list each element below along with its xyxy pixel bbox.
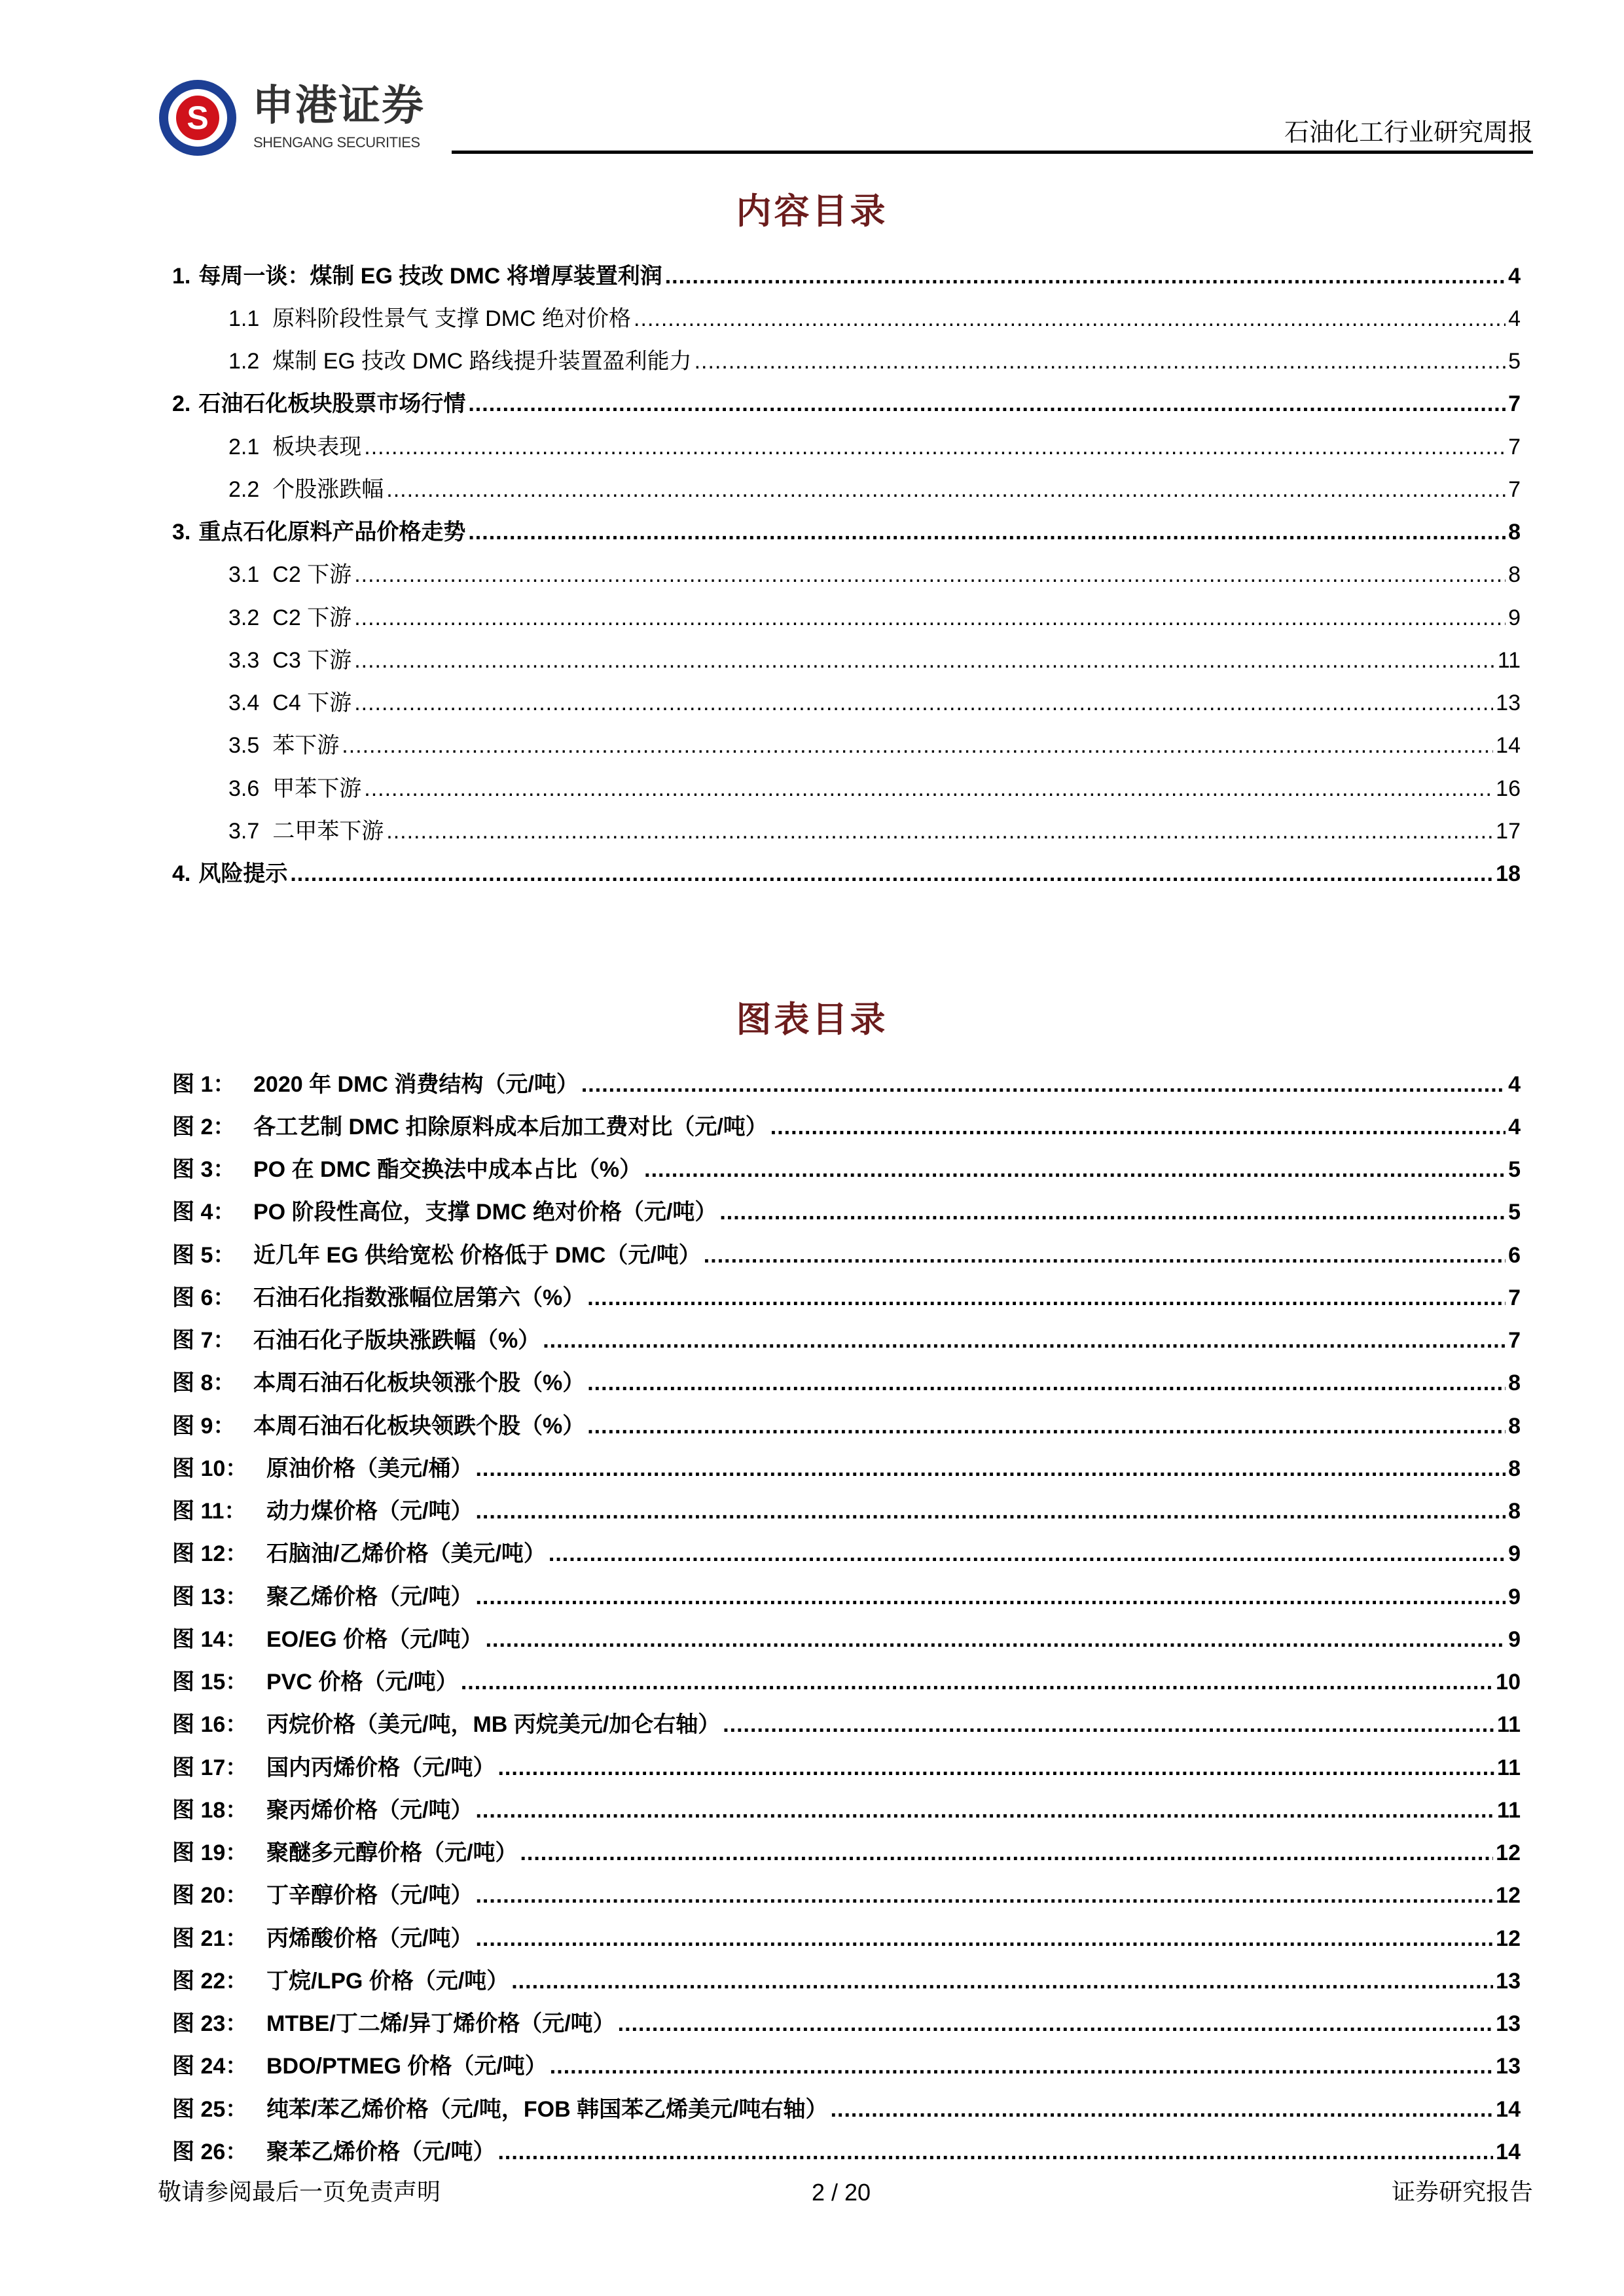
figure-entry-page: 8 bbox=[1508, 1456, 1521, 1481]
figure-entry-title: 纯苯/苯乙烯价格（元/吨，FOB 韩国苯乙烯美元/吨右轴） bbox=[266, 2096, 828, 2122]
dot-leader bbox=[543, 1326, 1506, 1355]
dot-leader bbox=[354, 560, 1506, 589]
figure-entry[interactable] bbox=[172, 1362, 1521, 1405]
dot-leader bbox=[354, 646, 1495, 675]
toc-entry[interactable] bbox=[172, 682, 1521, 725]
figure-entry-page: 5 bbox=[1508, 1157, 1521, 1183]
toc-entry-title: 重点石化原料产品价格走势 bbox=[198, 520, 466, 545]
figure-entry-title: 聚乙烯价格（元/吨） bbox=[266, 1584, 473, 1609]
toc-entry[interactable] bbox=[172, 255, 1521, 297]
dot-leader bbox=[549, 1539, 1506, 1568]
dot-leader bbox=[364, 433, 1506, 461]
figure-entry-number: 图 4： bbox=[172, 1200, 236, 1225]
footer-doc-type: 证券研究报告 bbox=[1391, 2179, 1533, 2206]
toc-list bbox=[172, 255, 1521, 895]
figure-entry-title: 丙烯酸价格（元/吨） bbox=[266, 1926, 473, 1951]
figure-entry-page: 8 bbox=[1508, 1499, 1521, 1524]
figure-entry[interactable] bbox=[172, 1319, 1521, 1362]
toc-entry-title: 每周一谈：煤制 EG 技改 DMC 将增厚装置利润 bbox=[198, 263, 662, 289]
toc-entry-title: 个股涨跌幅 bbox=[272, 476, 384, 502]
figure-entry[interactable] bbox=[172, 1874, 1521, 1917]
figure-entry-page: 7 bbox=[1508, 1328, 1521, 1354]
toc-entry-title: 二甲苯下游 bbox=[272, 818, 384, 844]
figure-entry[interactable] bbox=[172, 1533, 1521, 1575]
company-logo-icon: S bbox=[159, 80, 236, 156]
figure-entry-title: 石油石化指数涨幅位居第六（%） bbox=[253, 1285, 585, 1310]
dot-leader bbox=[770, 1113, 1506, 1141]
figure-entry-number: 图 5： bbox=[172, 1242, 236, 1268]
toc-entry[interactable] bbox=[172, 297, 1521, 340]
toc-entry-number: 2.1 bbox=[228, 434, 260, 459]
figure-entry-page: 11 bbox=[1497, 1712, 1521, 1738]
figure-entry-page: 4 bbox=[1508, 1114, 1521, 1139]
figure-entry-number: 图 14： bbox=[172, 1626, 248, 1652]
toc-entry[interactable] bbox=[172, 425, 1521, 468]
toc-entry-page: 11 bbox=[1497, 647, 1521, 673]
figure-entry[interactable] bbox=[172, 1832, 1521, 1874]
toc-entry-title: 板块表现 bbox=[272, 434, 362, 459]
toc-entry[interactable] bbox=[172, 853, 1521, 895]
figure-entry-number: 图 1： bbox=[172, 1071, 236, 1097]
figure-entry-page: 13 bbox=[1496, 1968, 1521, 1994]
figure-entry-page: 11 bbox=[1497, 1797, 1521, 1823]
toc-entry-page: 9 bbox=[1508, 605, 1521, 630]
page-number: 2 / 20 bbox=[812, 2179, 871, 2206]
dot-leader bbox=[581, 1070, 1506, 1099]
figure-entry[interactable] bbox=[172, 1105, 1521, 1148]
dot-leader bbox=[354, 689, 1493, 717]
dot-leader bbox=[497, 2138, 1493, 2166]
figure-entry-title: BDO/PTMEG 价格（元/吨） bbox=[266, 2054, 547, 2079]
figure-entry-number: 图 18： bbox=[172, 1797, 248, 1823]
header-divider bbox=[452, 151, 1533, 154]
toc-entry-page: 8 bbox=[1508, 562, 1521, 588]
figure-entry-page: 7 bbox=[1508, 1285, 1521, 1310]
toc-entry-title: 石油石化板块股票市场行情 bbox=[198, 391, 466, 417]
toc-entry[interactable] bbox=[172, 554, 1521, 596]
figure-entry-number: 图 10： bbox=[172, 1456, 248, 1481]
figure-entry[interactable] bbox=[172, 1234, 1521, 1276]
figure-entry-title: PO 阶段性高位，支撑 DMC 绝对价格（元/吨） bbox=[253, 1200, 717, 1225]
figure-entry[interactable] bbox=[172, 2130, 1521, 2173]
dot-leader bbox=[831, 2095, 1494, 2124]
toc-entry-page: 14 bbox=[1496, 733, 1521, 759]
dot-leader bbox=[618, 2009, 1494, 2038]
dot-leader bbox=[723, 1710, 1494, 1739]
toc-entry[interactable] bbox=[172, 596, 1521, 639]
toc-entry-number: 3.1 bbox=[228, 562, 260, 588]
dot-leader bbox=[520, 1839, 1493, 1867]
figure-entry-title: 国内丙烯价格（元/吨） bbox=[266, 1755, 496, 1780]
toc-entry-number: 3.4 bbox=[228, 691, 260, 716]
figure-entry[interactable] bbox=[172, 1618, 1521, 1660]
logo-en-text: SHENGANG SECURITIES bbox=[253, 134, 420, 151]
figure-entry-number: 图 23： bbox=[172, 2011, 248, 2037]
figure-entry-title: PO 在 DMC 酯交换法中成本占比（%） bbox=[253, 1157, 642, 1183]
figure-entry-title: PVC 价格（元/吨） bbox=[266, 1670, 458, 1695]
toc-entry[interactable] bbox=[172, 725, 1521, 767]
toc-entry-page: 4 bbox=[1508, 263, 1521, 289]
toc-entry[interactable] bbox=[172, 340, 1521, 383]
toc-entry-number: 2. bbox=[172, 391, 191, 417]
figure-entry[interactable] bbox=[172, 1960, 1521, 2002]
figure-entry-page: 13 bbox=[1496, 2011, 1521, 2037]
figure-entry-page: 14 bbox=[1496, 2139, 1521, 2164]
figure-entry-page: 12 bbox=[1496, 1883, 1521, 1909]
toc-entry-page: 8 bbox=[1508, 520, 1521, 545]
dot-leader bbox=[386, 475, 1506, 504]
figure-entry-title: 聚丙烯价格（元/吨） bbox=[266, 1797, 473, 1823]
figure-entry-page: 13 bbox=[1496, 2054, 1521, 2079]
figure-entry-number: 图 19： bbox=[172, 1840, 248, 1866]
figure-entry[interactable] bbox=[172, 1746, 1521, 1789]
dot-leader bbox=[342, 731, 1493, 760]
figure-entry[interactable] bbox=[172, 1063, 1521, 1105]
figure-entry-number: 图 13： bbox=[172, 1584, 248, 1609]
figure-entry-number: 图 24： bbox=[172, 2054, 248, 2079]
dot-leader bbox=[468, 518, 1506, 547]
toc-entry-page: 7 bbox=[1508, 434, 1521, 459]
toc-entry-page: 17 bbox=[1496, 818, 1521, 844]
dot-leader bbox=[475, 1583, 1506, 1611]
figure-entry-number: 图 8： bbox=[172, 1371, 236, 1396]
figure-entry-title: 丁辛醇价格（元/吨） bbox=[266, 1883, 473, 1909]
figure-entry[interactable] bbox=[172, 2088, 1521, 2130]
toc-entry-title: C2 下游 bbox=[272, 562, 352, 588]
figure-entry-number: 图 2： bbox=[172, 1114, 236, 1139]
figure-entry-page: 8 bbox=[1508, 1413, 1521, 1439]
figure-entry-number: 图 16： bbox=[172, 1712, 248, 1738]
toc-entry-title: 风险提示 bbox=[198, 861, 288, 887]
toc-entry-title: 煤制 EG 技改 DMC 路线提升装置盈利能力 bbox=[272, 349, 692, 374]
figure-entry[interactable] bbox=[172, 1917, 1521, 1960]
figure-entry-title: 本周石油石化板块领涨个股（%） bbox=[253, 1371, 585, 1396]
dot-leader bbox=[719, 1198, 1506, 1227]
toc-entry-title: 原料阶段性景气 支撑 DMC 绝对价格 bbox=[272, 306, 632, 331]
toc-entry-number: 1. bbox=[172, 263, 191, 289]
figure-entry-number: 图 9： bbox=[172, 1413, 236, 1439]
figure-entry-page: 9 bbox=[1508, 1626, 1521, 1652]
toc-entry[interactable] bbox=[172, 767, 1521, 810]
dot-leader bbox=[644, 1155, 1506, 1184]
figure-entry-title: 聚醚多元醇价格（元/吨） bbox=[266, 1840, 518, 1866]
figure-entry[interactable] bbox=[172, 1149, 1521, 1191]
figure-entry-page: 9 bbox=[1508, 1541, 1521, 1567]
figure-entry-number: 图 25： bbox=[172, 2096, 248, 2122]
dot-leader bbox=[468, 389, 1506, 418]
figure-entry-number: 图 3： bbox=[172, 1157, 236, 1183]
figure-entry-title: EO/EG 价格（元/吨） bbox=[266, 1626, 483, 1652]
figure-entry-number: 图 26： bbox=[172, 2139, 248, 2164]
figure-entry-title: 2020 年 DMC 消费结构（元/吨） bbox=[253, 1071, 579, 1097]
toc-title: 内容目录 bbox=[736, 190, 888, 232]
figure-entry[interactable] bbox=[172, 1575, 1521, 1618]
footer-disclaimer: 敬请参阅最后一页免责声明 bbox=[158, 2179, 441, 2206]
dot-leader bbox=[634, 304, 1506, 333]
toc-entry[interactable] bbox=[172, 383, 1521, 425]
dot-leader bbox=[475, 1796, 1494, 1825]
figures-title: 图表目录 bbox=[736, 998, 888, 1040]
toc-entry-number: 3.7 bbox=[228, 818, 260, 844]
figure-entry-page: 12 bbox=[1496, 1840, 1521, 1866]
dot-leader bbox=[486, 1625, 1506, 1654]
toc-entry-number: 3. bbox=[172, 520, 191, 545]
dot-leader bbox=[290, 859, 1493, 888]
logo-cn-text: 申港证券 bbox=[252, 82, 425, 129]
toc-entry-number: 4. bbox=[172, 861, 191, 887]
dot-leader bbox=[475, 1881, 1493, 1910]
figure-entry-page: 9 bbox=[1508, 1584, 1521, 1609]
dot-leader bbox=[704, 1241, 1506, 1270]
figure-entry[interactable] bbox=[172, 1661, 1521, 1704]
dot-leader bbox=[550, 2052, 1493, 2081]
toc-entry-number: 3.6 bbox=[228, 776, 260, 801]
toc-entry-number: 1.1 bbox=[228, 306, 260, 331]
figure-entry[interactable] bbox=[172, 1191, 1521, 1234]
figure-entry-title: 原油价格（美元/桶） bbox=[266, 1456, 473, 1481]
toc-entry-page: 13 bbox=[1496, 691, 1521, 716]
figure-entry-title: 石油石化子版块涨跌幅（%） bbox=[253, 1328, 541, 1354]
dot-leader bbox=[497, 1753, 1494, 1782]
toc-entry-page: 5 bbox=[1508, 349, 1521, 374]
dot-leader bbox=[665, 262, 1506, 291]
figure-entry-page: 8 bbox=[1508, 1371, 1521, 1396]
figure-entry-number: 图 22： bbox=[172, 1968, 248, 1994]
toc-entry[interactable] bbox=[172, 468, 1521, 511]
figure-entry-page: 10 bbox=[1496, 1670, 1521, 1695]
toc-entry-number: 3.5 bbox=[228, 733, 260, 759]
figure-entry-title: 动力煤价格（元/吨） bbox=[266, 1499, 473, 1524]
figure-entry-number: 图 12： bbox=[172, 1541, 248, 1567]
dot-leader bbox=[587, 1283, 1506, 1312]
figure-entry[interactable] bbox=[172, 2045, 1521, 2088]
toc-entry-title: C3 下游 bbox=[272, 647, 352, 673]
toc-entry[interactable] bbox=[172, 639, 1521, 681]
report-type: 石油化工行业研究周报 bbox=[1284, 118, 1533, 147]
figure-entry-page: 4 bbox=[1508, 1071, 1521, 1097]
toc-entry-number: 2.2 bbox=[228, 476, 260, 502]
figure-entry-number: 图 15： bbox=[172, 1670, 248, 1695]
figure-entry-number: 图 17： bbox=[172, 1755, 248, 1780]
toc-entry[interactable] bbox=[172, 810, 1521, 852]
toc-entry-number: 3.2 bbox=[228, 605, 260, 630]
figure-entry-title: 近几年 EG 供给宽松 价格低于 DMC（元/吨） bbox=[253, 1242, 701, 1268]
dot-leader bbox=[364, 774, 1493, 803]
figure-entry-title: 聚苯乙烯价格（元/吨） bbox=[266, 2139, 496, 2164]
figure-entry-title: 石脑油/乙烯价格（美元/吨） bbox=[266, 1541, 546, 1567]
figure-entry-title: MTBE/丁二烯/异丁烯价格（元/吨） bbox=[266, 2011, 615, 2037]
figure-entry-title: 各工艺制 DMC 扣除原料成本后加工费对比（元/吨） bbox=[253, 1114, 768, 1139]
figure-entry[interactable] bbox=[172, 1789, 1521, 1831]
figure-entry[interactable] bbox=[172, 1447, 1521, 1490]
dot-leader bbox=[386, 817, 1493, 846]
dot-leader bbox=[461, 1668, 1493, 1696]
toc-entry-title: 甲苯下游 bbox=[272, 776, 362, 801]
dot-leader bbox=[587, 1369, 1506, 1397]
dot-leader bbox=[587, 1412, 1506, 1441]
figure-entry[interactable] bbox=[172, 2003, 1521, 2045]
toc-entry-page: 7 bbox=[1508, 391, 1521, 417]
figure-entry[interactable] bbox=[172, 1276, 1521, 1319]
dot-leader bbox=[475, 1497, 1506, 1526]
toc-entry-page: 16 bbox=[1496, 776, 1521, 801]
figure-entry-number: 图 6： bbox=[172, 1285, 236, 1310]
figure-entry-page: 5 bbox=[1508, 1200, 1521, 1225]
toc-entry-title: C4 下游 bbox=[272, 691, 352, 716]
toc-entry-title: C2 下游 bbox=[272, 605, 352, 630]
figure-entry[interactable] bbox=[172, 1704, 1521, 1746]
dot-leader bbox=[354, 603, 1506, 632]
toc-entry-number: 1.2 bbox=[228, 349, 260, 374]
figure-entry-number: 图 7： bbox=[172, 1328, 236, 1354]
toc-entry-page: 7 bbox=[1508, 476, 1521, 502]
figure-entry-page: 6 bbox=[1508, 1242, 1521, 1268]
toc-entry-number: 3.3 bbox=[228, 647, 260, 673]
toc-entry-page: 4 bbox=[1508, 306, 1521, 331]
toc-entry-page: 18 bbox=[1496, 861, 1521, 887]
dot-leader bbox=[695, 347, 1506, 376]
figure-entry-page: 11 bbox=[1497, 1755, 1521, 1780]
figure-entry-title: 本周石油石化板块领跌个股（%） bbox=[253, 1413, 585, 1439]
figure-entry[interactable] bbox=[172, 1490, 1521, 1533]
figure-entry-number: 图 20： bbox=[172, 1883, 248, 1909]
figures-list bbox=[172, 1063, 1521, 2174]
dot-leader bbox=[511, 1967, 1493, 1996]
dot-leader bbox=[475, 1454, 1506, 1483]
dot-leader bbox=[475, 1924, 1493, 1953]
figure-entry-number: 图 21： bbox=[172, 1926, 248, 1951]
toc-entry[interactable] bbox=[172, 511, 1521, 554]
toc-entry-title: 苯下游 bbox=[272, 733, 340, 759]
figure-entry-number: 图 11： bbox=[172, 1499, 247, 1524]
figure-entry[interactable] bbox=[172, 1405, 1521, 1447]
figure-entry-title: 丁烷/LPG 价格（元/吨） bbox=[266, 1968, 509, 1994]
figure-entry-page: 12 bbox=[1496, 1926, 1521, 1951]
figure-entry-title: 丙烷价格（美元/吨，MB 丙烷美元/加仑右轴） bbox=[266, 1712, 721, 1738]
figure-entry-page: 14 bbox=[1496, 2096, 1521, 2122]
